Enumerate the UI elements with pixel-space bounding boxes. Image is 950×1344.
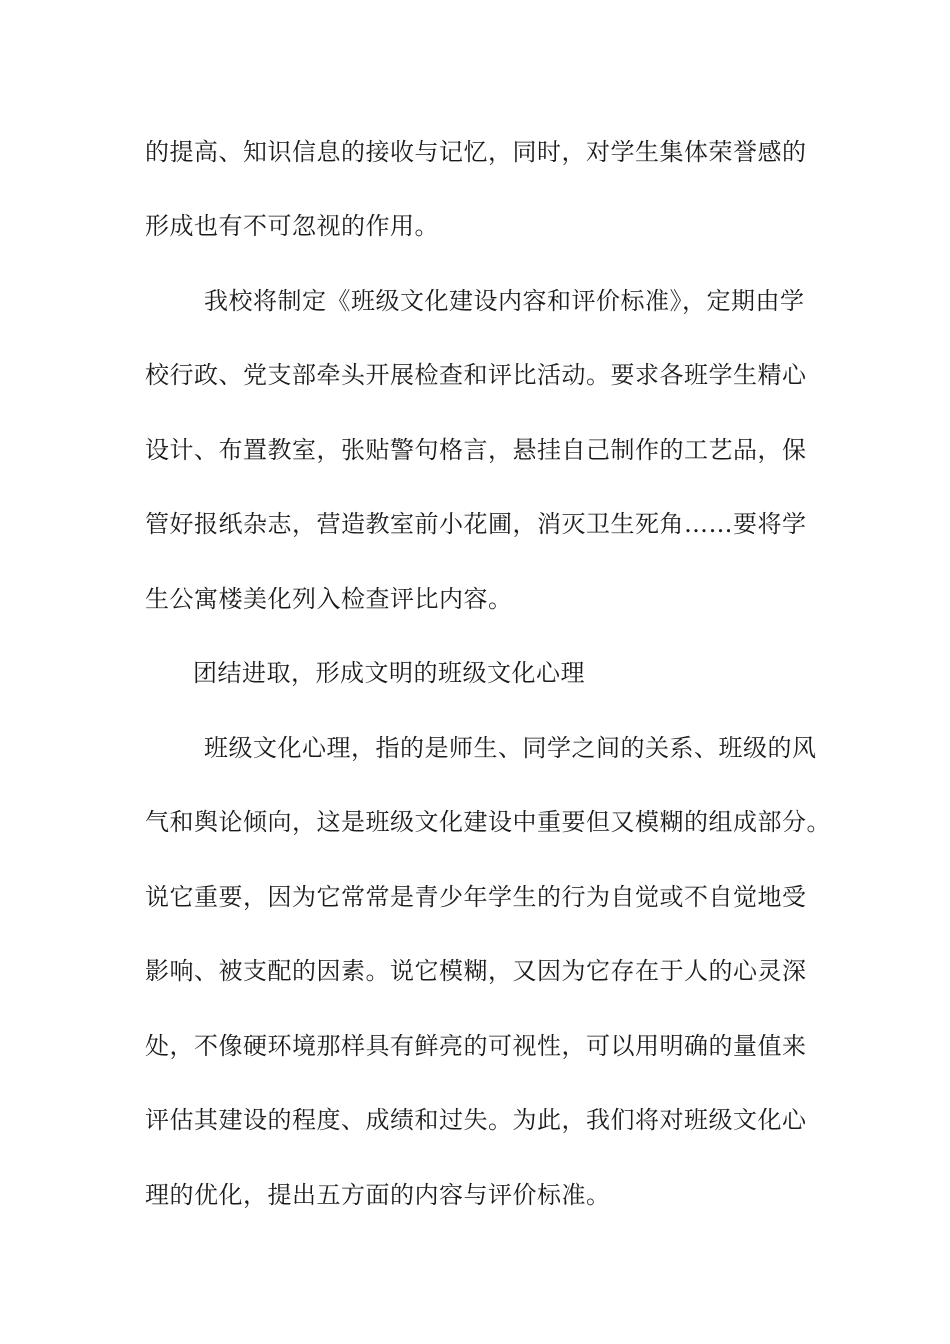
paragraph-line: 生公寓楼美化列入检查评比内容。 bbox=[145, 585, 513, 613]
paragraph-line: 影响、被支配的因素。说它模糊，又因为它存在于人的心灵深 bbox=[145, 957, 807, 985]
paragraph-line: 处，不像硬环境那样具有鲜亮的可视性，可以用明确的量值来 bbox=[145, 1032, 807, 1060]
paragraph-line: 说它重要，因为它常常是青少年学生的行为自觉或不自觉地受 bbox=[145, 883, 807, 911]
paragraph-line: 设计、布置教室，张贴警句格言，悬挂自己制作的工艺品，保 bbox=[145, 436, 807, 464]
paragraph-line: 评估其建设的程度、成绩和过失。为此，我们将对班级文化心 bbox=[145, 1106, 807, 1134]
paragraph-line: 气和舆论倾向，这是班级文化建设中重要但又模糊的组成部分。 bbox=[145, 808, 831, 836]
paragraph-line: 形成也有不可忽视的作用。 bbox=[145, 212, 439, 240]
paragraph-line: 校行政、党支部牵头开展检查和评比活动。要求各班学生精心 bbox=[145, 361, 807, 389]
paragraph-line: 理的优化，提出五方面的内容与评价标准。 bbox=[145, 1181, 611, 1209]
paragraph-first-line: 班级文化心理，指的是师生、同学之间的关系、班级的风 bbox=[204, 734, 817, 762]
paragraph-line: 的提高、知识信息的接收与记忆，同时，对学生集体荣誉感的 bbox=[145, 138, 807, 166]
paragraph-first-line: 我校将制定《班级文化建设内容和评价标准》，定期由学 bbox=[204, 287, 805, 315]
paragraph-line: 管好报纸杂志，营造教室前小花圃，消灭卫生死角……要将学 bbox=[145, 510, 807, 538]
section-heading: 团结进取，形成文明的班级文化心理 bbox=[193, 659, 585, 687]
